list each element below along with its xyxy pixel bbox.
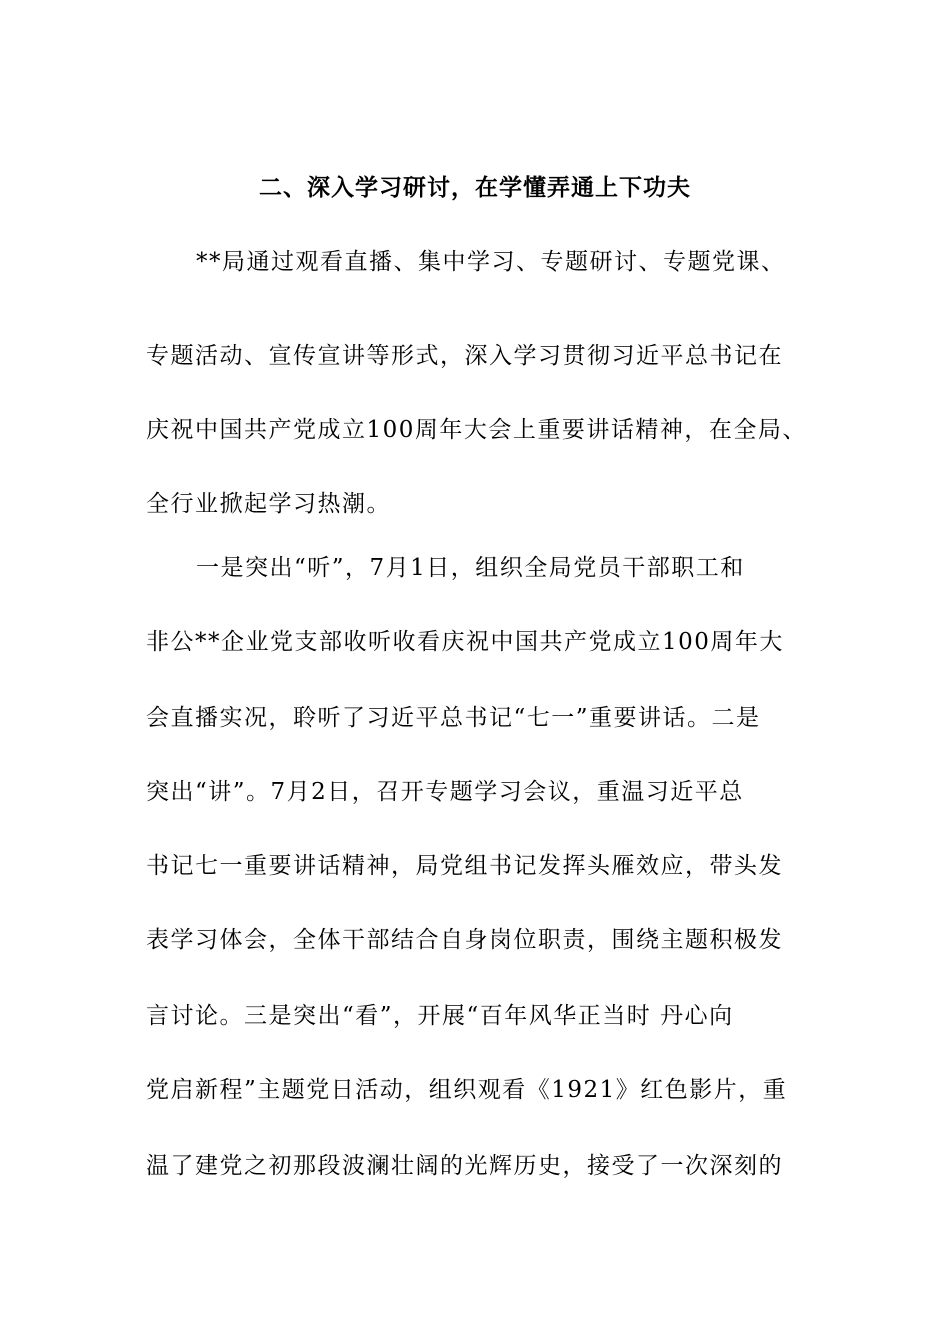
body-line: 庆祝中国共产党成立100周年大会上重要讲话精神，在全局、 — [146, 417, 807, 443]
section-heading: 二、深入学习研讨，在学懂弄通上下功夫 — [259, 175, 691, 201]
body-line: 全行业掀起学习热潮。 — [146, 491, 391, 517]
body-line: 温了建党之初那段波澜壮阔的光辉历史，接受了一次深刻的 — [146, 1153, 783, 1179]
body-line: **局通过观看直播、集中学习、专题研讨、专题党课、 — [196, 249, 786, 275]
body-line: 突出“讲”。7月2日，召开专题学习会议，重温习近平总 — [146, 779, 744, 805]
body-line: 党启新程”主题党日活动，组织观看《1921》红色影片，重 — [146, 1077, 788, 1103]
body-line: 会直播实况，聆听了习近平总书记“七一”重要讲话。二是 — [146, 705, 761, 731]
body-line: 书记七一重要讲话精神，局党组书记发挥头雁效应，带头发 — [146, 853, 783, 879]
body-line: 言讨论。三是突出“看”，开展“百年风华正当时 丹心向 — [146, 1003, 734, 1029]
body-line: 非公**企业党支部收听收看庆祝中国共产党成立100周年大 — [146, 629, 784, 655]
body-line: 表学习体会，全体干部结合自身岗位职责，围绕主题积极发 — [146, 927, 783, 953]
body-line: 专题活动、宣传宣讲等形式，深入学习贯彻习近平总书记在 — [146, 343, 783, 369]
body-line: 一是突出“听”，7月1日，组织全局党员干部职工和 — [196, 555, 745, 581]
